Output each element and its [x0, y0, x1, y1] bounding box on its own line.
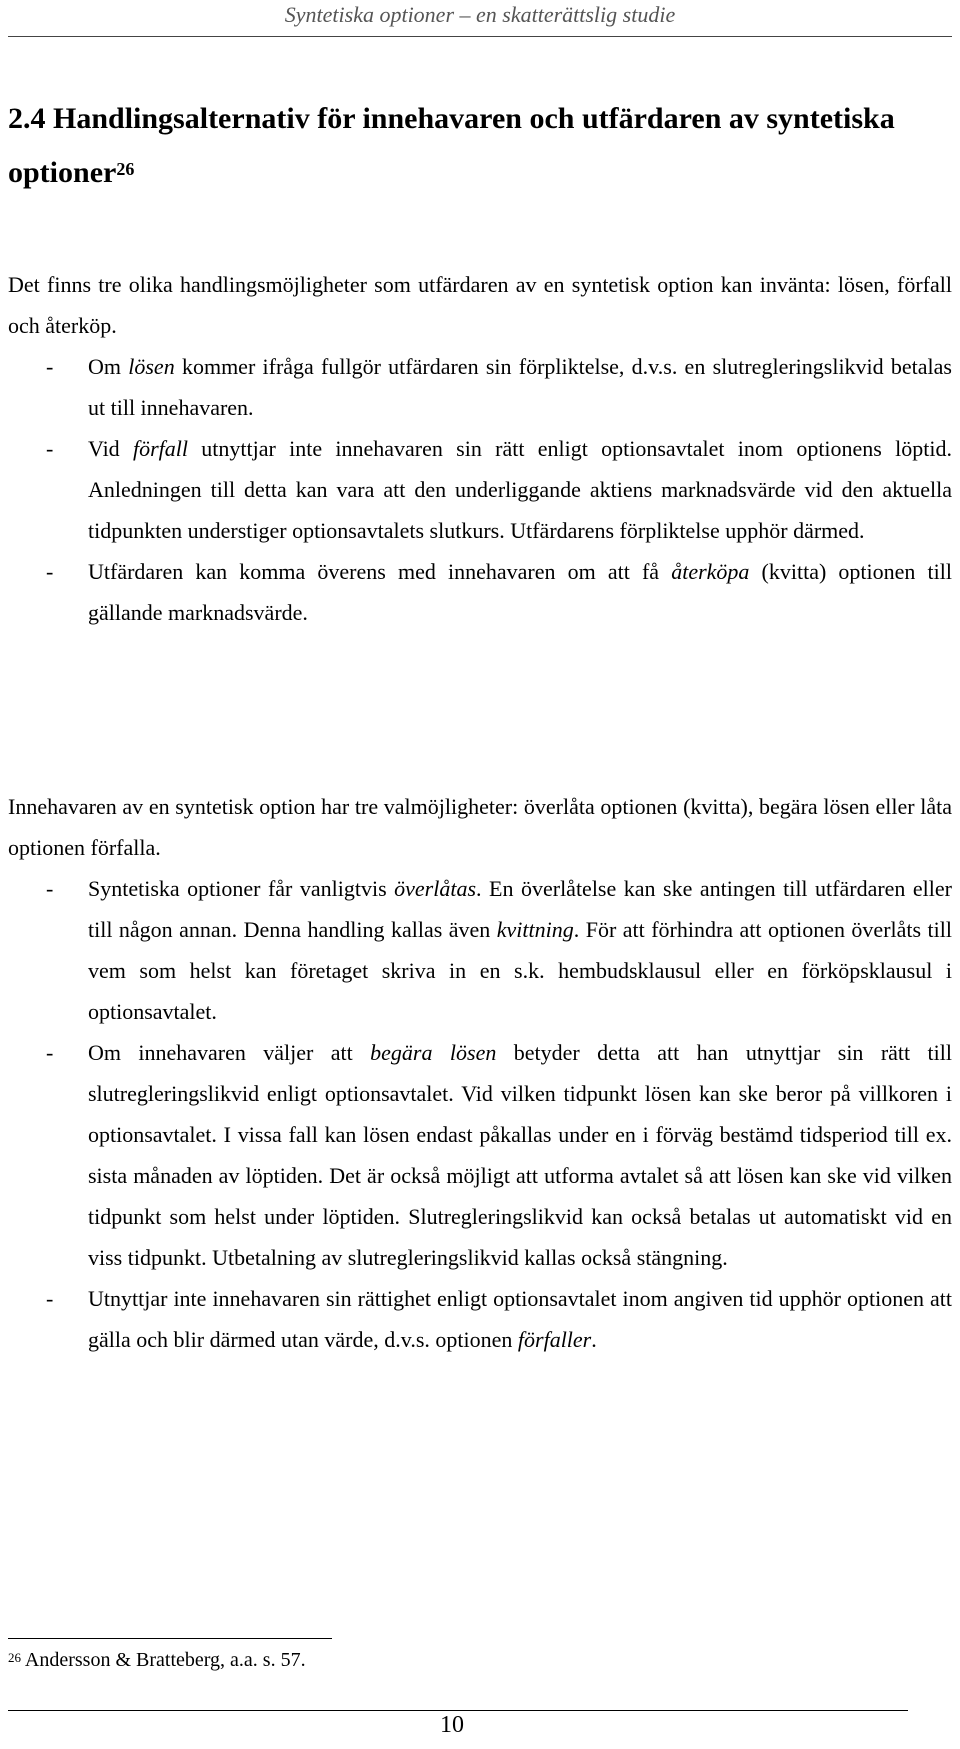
item-text: . För att förhindra att optionen överlåts till vem som helst kan företaget skriva in en s.k. hembudsklausul eller en förköpsklausul i optionsavtalet.	[88, 917, 952, 1024]
section-heading	[8, 92, 952, 200]
paragraph-holder-options	[8, 786, 952, 1360]
item-emphasis: förfall	[132, 436, 188, 461]
dash-marker: -	[46, 1286, 54, 1311]
list-item	[8, 868, 952, 1032]
item-text: betyder detta att han utnyttjar sin rätt till slutregleringslikvid enligt optionsavtalet. Vid vilken tidpunkt lösen kan ske beror på villkoren i optionsavtalet. I vissa fall kan lösen endast påkallas under en i förväg bestämd tidsperiod till ex. sista månaden av löptiden. Det är också möjligt att utforma avtalet så att lösen kan ske vid vilken tidpunkt som helst under löptiden. Slutregleringslikvid kan också betalas ut automatiskt vid en viss tidpunkt. Utbetalning av slutregleringslikvid kallas också stängning.	[88, 1040, 952, 1270]
running-header: Syntetiska optioner – en skatterättslig studie	[284, 2, 676, 27]
dash-marker: -	[46, 876, 54, 901]
item-text: Utfärdaren kan komma överens med innehavaren om att få	[88, 559, 672, 584]
footer-divider	[8, 1710, 908, 1711]
dash-marker: -	[46, 1040, 54, 1065]
list-item	[8, 1278, 952, 1360]
dash-marker: -	[46, 354, 54, 379]
header-divider	[8, 36, 952, 37]
dash-marker: -	[46, 436, 54, 461]
item-emphasis: överlåtas	[394, 876, 477, 901]
dash-list	[8, 868, 952, 1360]
item-emphasis: lösen	[128, 354, 175, 379]
paragraph-holder-actions	[8, 264, 952, 633]
item-emphasis: kvittning	[496, 917, 574, 942]
footnote-text: Andersson & Bratteberg, a.a. s. 57.	[24, 1649, 306, 1671]
section-heading-text: 2.4 Handlingsalternativ för innehavaren och utfärdaren av syntetiska optioner	[8, 102, 895, 189]
footnote-reference[interactable]: 26	[116, 159, 135, 179]
item-text: kommer ifråga fullgör utfärdaren sin förpliktelse, d.v.s. en slutregleringslikvid betalas ut till innehavaren.	[88, 354, 952, 420]
item-text: (kvitta) optionen till gällande marknadsvärde.	[88, 559, 952, 625]
footnote-divider	[8, 1638, 332, 1639]
paragraph-intro: Innehavaren av en syntetisk option har tre valmöjligheter: överlåta optionen (kvitta), begära lösen eller låta optionen förfalla.	[8, 794, 952, 860]
page-number: 10	[440, 1712, 464, 1738]
footnote	[8, 1648, 306, 1672]
item-text: Syntetiska optioner får vanligtvis	[88, 876, 395, 901]
item-text: utnyttjar inte innehavaren sin rätt enligt optionsavtalet inom optionens löptid. Anledningen till detta kan vara att den underliggande aktiens marknadsvärde vid den aktuella tidpunkten understiger optionsavtalets slutkurs. Utfärdarens förpliktelse upphör därmed.	[88, 436, 952, 543]
dash-marker: -	[46, 559, 54, 584]
list-item	[8, 1032, 952, 1278]
footnote-number: 26	[8, 1650, 21, 1665]
item-text: .	[591, 1327, 597, 1352]
item-text: Om	[88, 354, 129, 379]
item-text: . En överlåtelse kan ske antingen till utfärdaren eller till någon annan. Denna handling kallas även	[88, 876, 952, 942]
list-item	[8, 346, 952, 428]
list-item	[8, 551, 952, 633]
item-text: Vid	[88, 436, 133, 461]
paragraph-intro: Det finns tre olika handlingsmöjligheter som utfärdaren av en syntetisk option kan invänta: lösen, förfall och återköp.	[8, 272, 952, 338]
item-text: Utnyttjar inte innehavaren sin rättighet enligt optionsavtalet inom angiven tid upphör optionen att gälla och blir därmed utan värde, d.v.s. optionen	[88, 1286, 952, 1352]
item-emphasis: begära lösen	[370, 1040, 497, 1065]
item-emphasis: återköpa	[671, 559, 750, 584]
list-item	[8, 428, 952, 551]
dash-list	[8, 346, 952, 633]
item-text: Om innehavaren väljer att	[88, 1040, 371, 1065]
item-emphasis: förfaller	[517, 1327, 592, 1352]
